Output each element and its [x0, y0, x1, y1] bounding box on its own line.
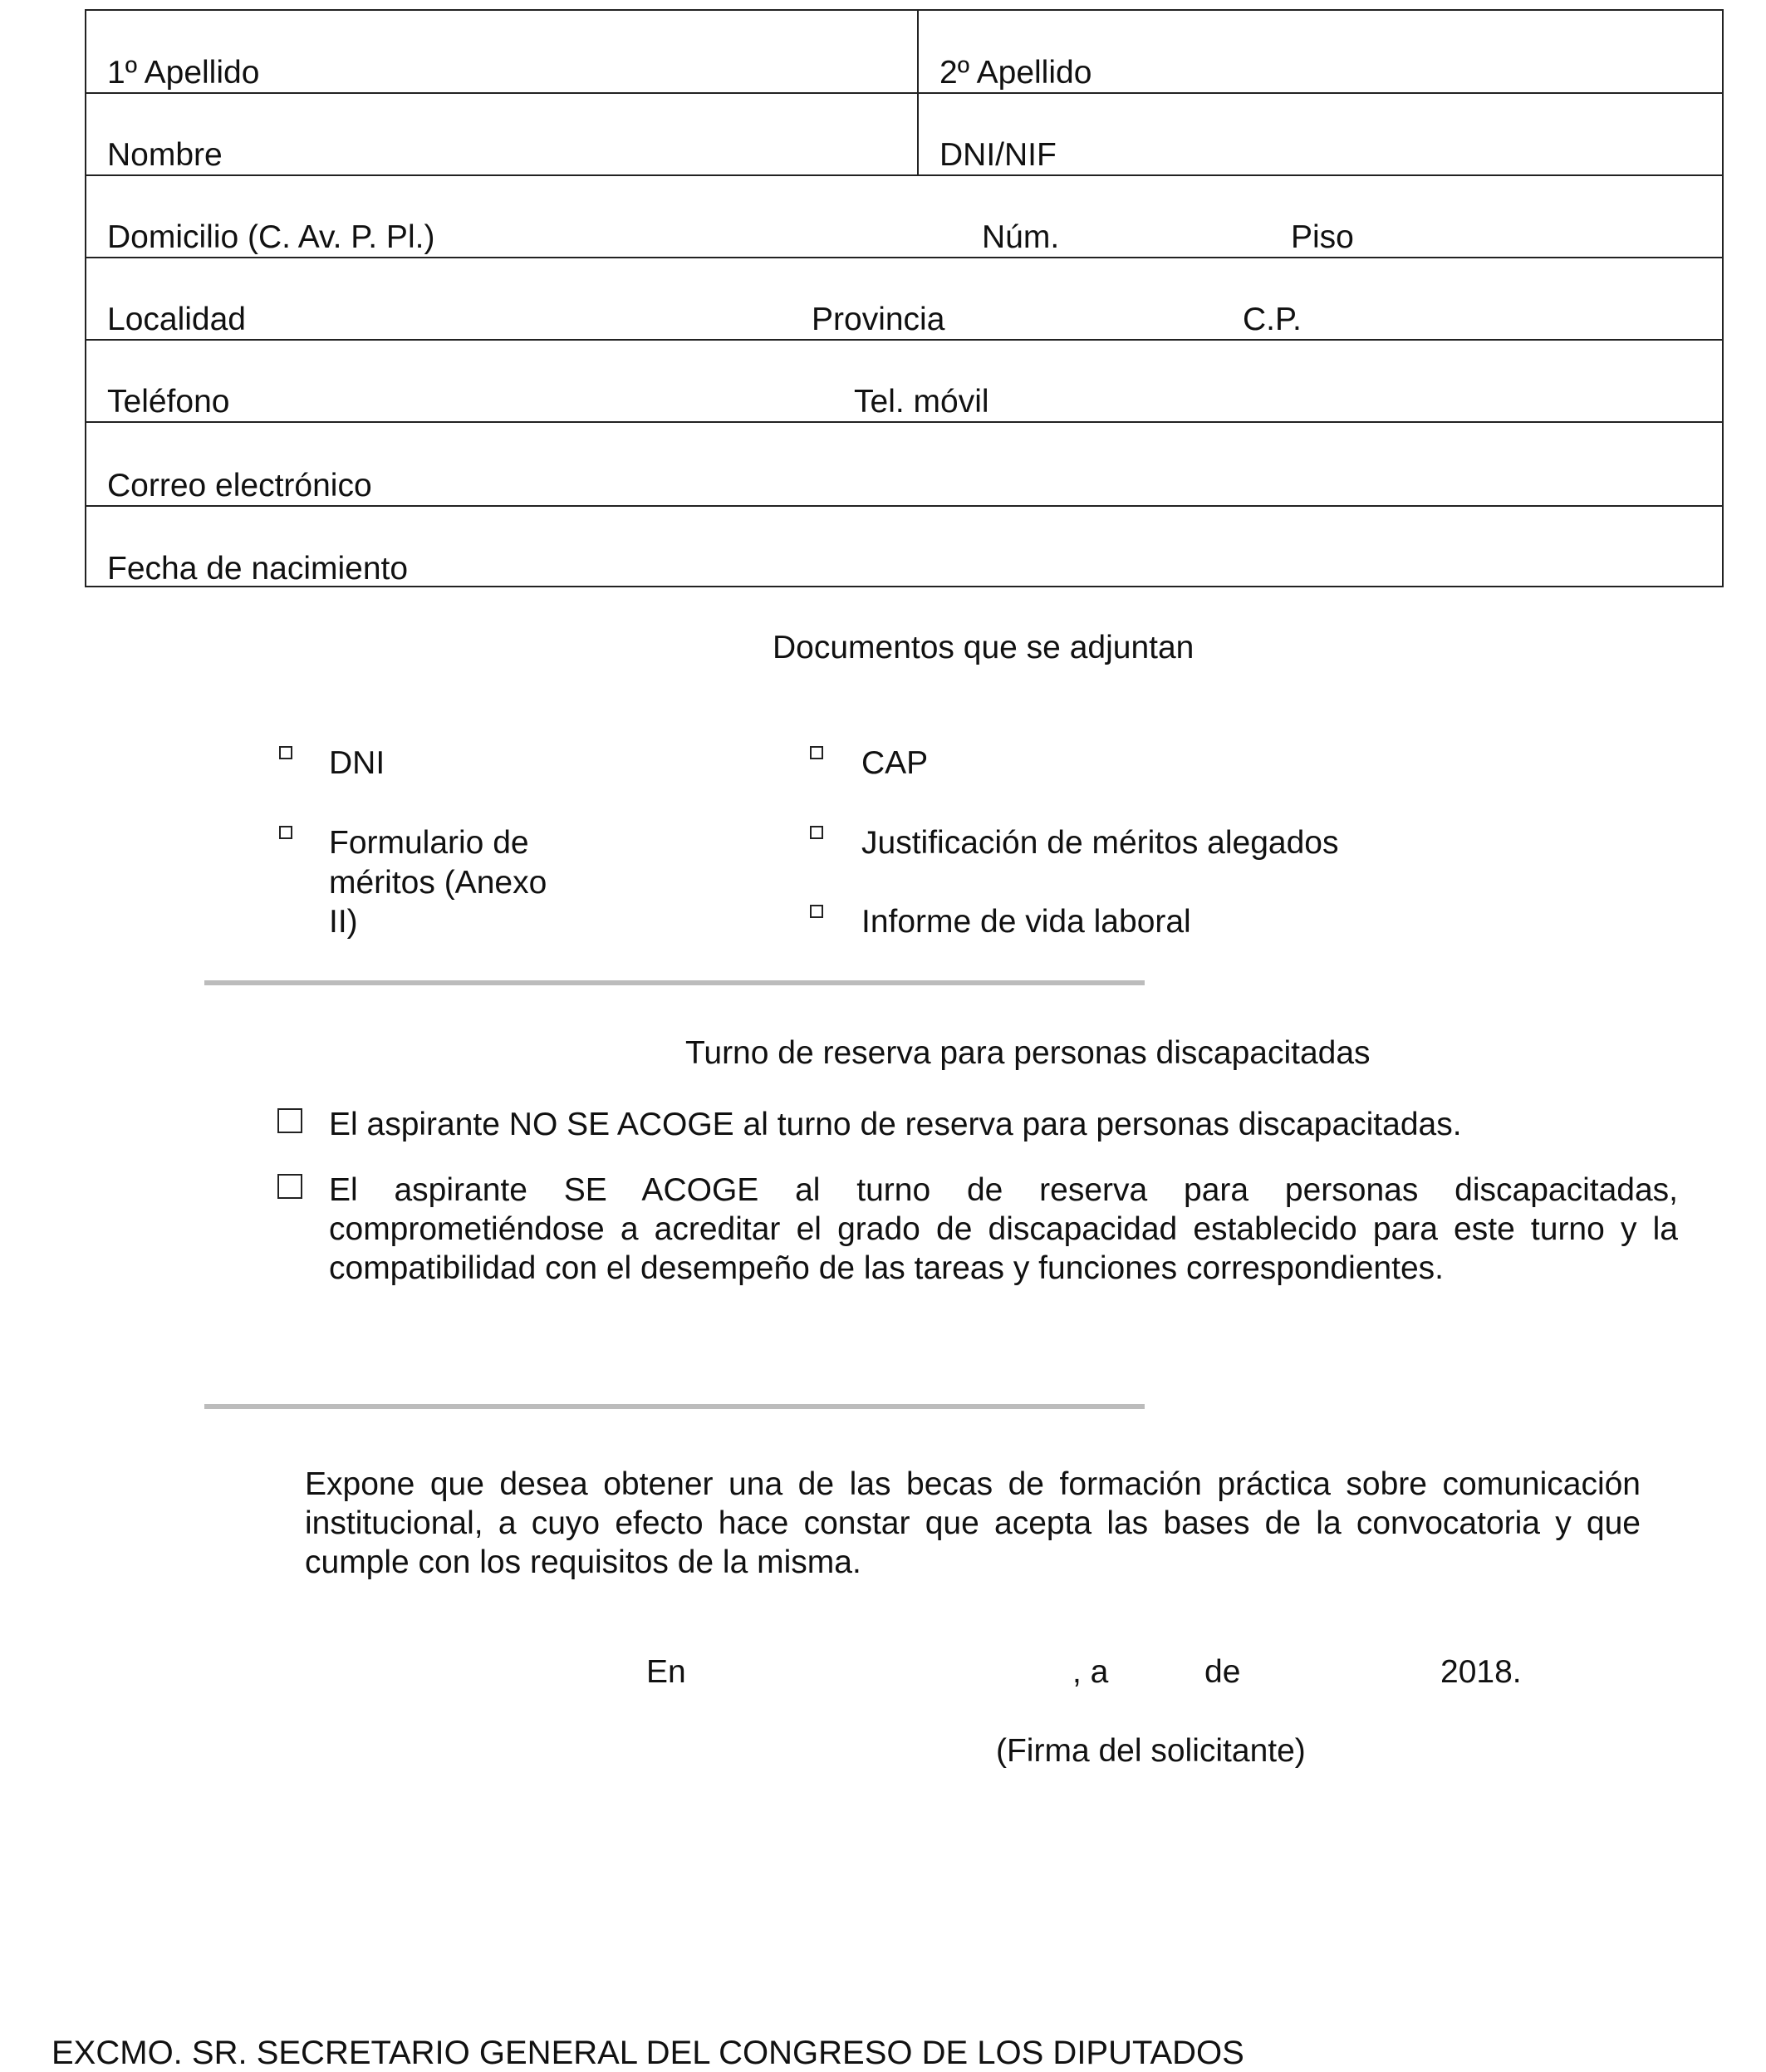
- table-rule: [86, 174, 1722, 176]
- field-apellido2[interactable]: 2º Apellido: [939, 55, 1092, 91]
- field-nombre[interactable]: Nombre: [107, 137, 223, 173]
- checkbox-justificacion-meritos[interactable]: [810, 826, 823, 839]
- reserva-option-no: El aspirante NO SE ACOGE al turno de reserva para personas discapacitadas.: [329, 1107, 1462, 1142]
- checkbox-formulario-meritos[interactable]: [279, 826, 292, 839]
- field-fecha-nacimiento[interactable]: Fecha de nacimiento: [107, 551, 409, 587]
- field-apellido1[interactable]: 1º Apellido: [107, 55, 260, 91]
- section-separator: [204, 1404, 1145, 1409]
- field-domicilio[interactable]: Domicilio (C. Av. P. Pl.): [107, 219, 435, 255]
- doc-formulario-label-line3: II): [329, 904, 358, 940]
- field-dni-nif[interactable]: DNI/NIF: [939, 137, 1057, 173]
- table-rule: [86, 339, 1722, 341]
- section-separator: [204, 980, 1145, 985]
- signature-label: (Firma del solicitante): [996, 1733, 1306, 1769]
- date-a: , a: [1072, 1654, 1109, 1690]
- checkbox-cap[interactable]: [810, 746, 823, 759]
- addressee: EXCMO. SR. SECRETARIO GENERAL DEL CONGRESO DE LOS DIPUTADOS: [52, 2035, 1244, 2071]
- table-rule: [86, 92, 1722, 94]
- date-en: En: [646, 1654, 686, 1690]
- field-localidad[interactable]: Localidad: [107, 302, 246, 337]
- doc-cap-label: CAP: [861, 745, 929, 781]
- checkbox-si-acoge[interactable]: [277, 1174, 302, 1199]
- reserva-option-si-line: El aspirante SE ACOGE al turno de reserva para personas discapacitadas,: [329, 1172, 1678, 1208]
- reserva-option-si-line: compatibilidad con el desempeño de las tareas y funciones correspondientes.: [329, 1250, 1444, 1286]
- expone-paragraph: [305, 1465, 1641, 1582]
- doc-formulario-label-line1: Formulario de: [329, 825, 529, 861]
- doc-justificacion-label: Justificación de méritos alegados: [861, 825, 1339, 861]
- field-telefono[interactable]: Teléfono: [107, 384, 230, 420]
- field-piso[interactable]: Piso: [1291, 219, 1354, 255]
- expone-line: institucional, a cuyo efecto hace constar que acepta las bases de la convocatoria y que: [305, 1505, 1641, 1541]
- table-column-divider: [917, 11, 919, 175]
- reserva-heading: Turno de reserva para personas discapacitadas: [685, 1035, 1371, 1071]
- field-provincia[interactable]: Provincia: [812, 302, 945, 337]
- checkbox-dni[interactable]: [279, 746, 292, 759]
- expone-line: Expone que desea obtener una de las becas de formación práctica sobre comunicación: [305, 1466, 1641, 1502]
- documents-heading: Documentos que se adjuntan: [773, 630, 1195, 665]
- doc-formulario-label-line2: méritos (Anexo: [329, 865, 547, 901]
- field-cp[interactable]: C.P.: [1243, 302, 1302, 337]
- field-num[interactable]: Núm.: [982, 219, 1060, 255]
- field-tel-movil[interactable]: Tel. móvil: [854, 384, 989, 420]
- applicant-data-table: [85, 9, 1724, 587]
- table-rule: [86, 421, 1722, 423]
- doc-vida-laboral-label: Informe de vida laboral: [861, 904, 1191, 940]
- field-correo[interactable]: Correo electrónico: [107, 468, 372, 503]
- table-rule: [86, 257, 1722, 258]
- checkbox-vida-laboral[interactable]: [810, 905, 823, 918]
- reserva-option-si: [329, 1171, 1678, 1288]
- table-rule: [86, 505, 1722, 507]
- date-de: de: [1204, 1654, 1241, 1690]
- reserva-option-si-line: comprometiéndose a acreditar el grado de discapacidad establecido para este turno y la: [329, 1211, 1678, 1247]
- date-year: 2018.: [1440, 1654, 1522, 1690]
- expone-line: cumple con los requisitos de la misma.: [305, 1544, 861, 1580]
- checkbox-no-acoge[interactable]: [277, 1108, 302, 1133]
- doc-dni-label: DNI: [329, 745, 385, 781]
